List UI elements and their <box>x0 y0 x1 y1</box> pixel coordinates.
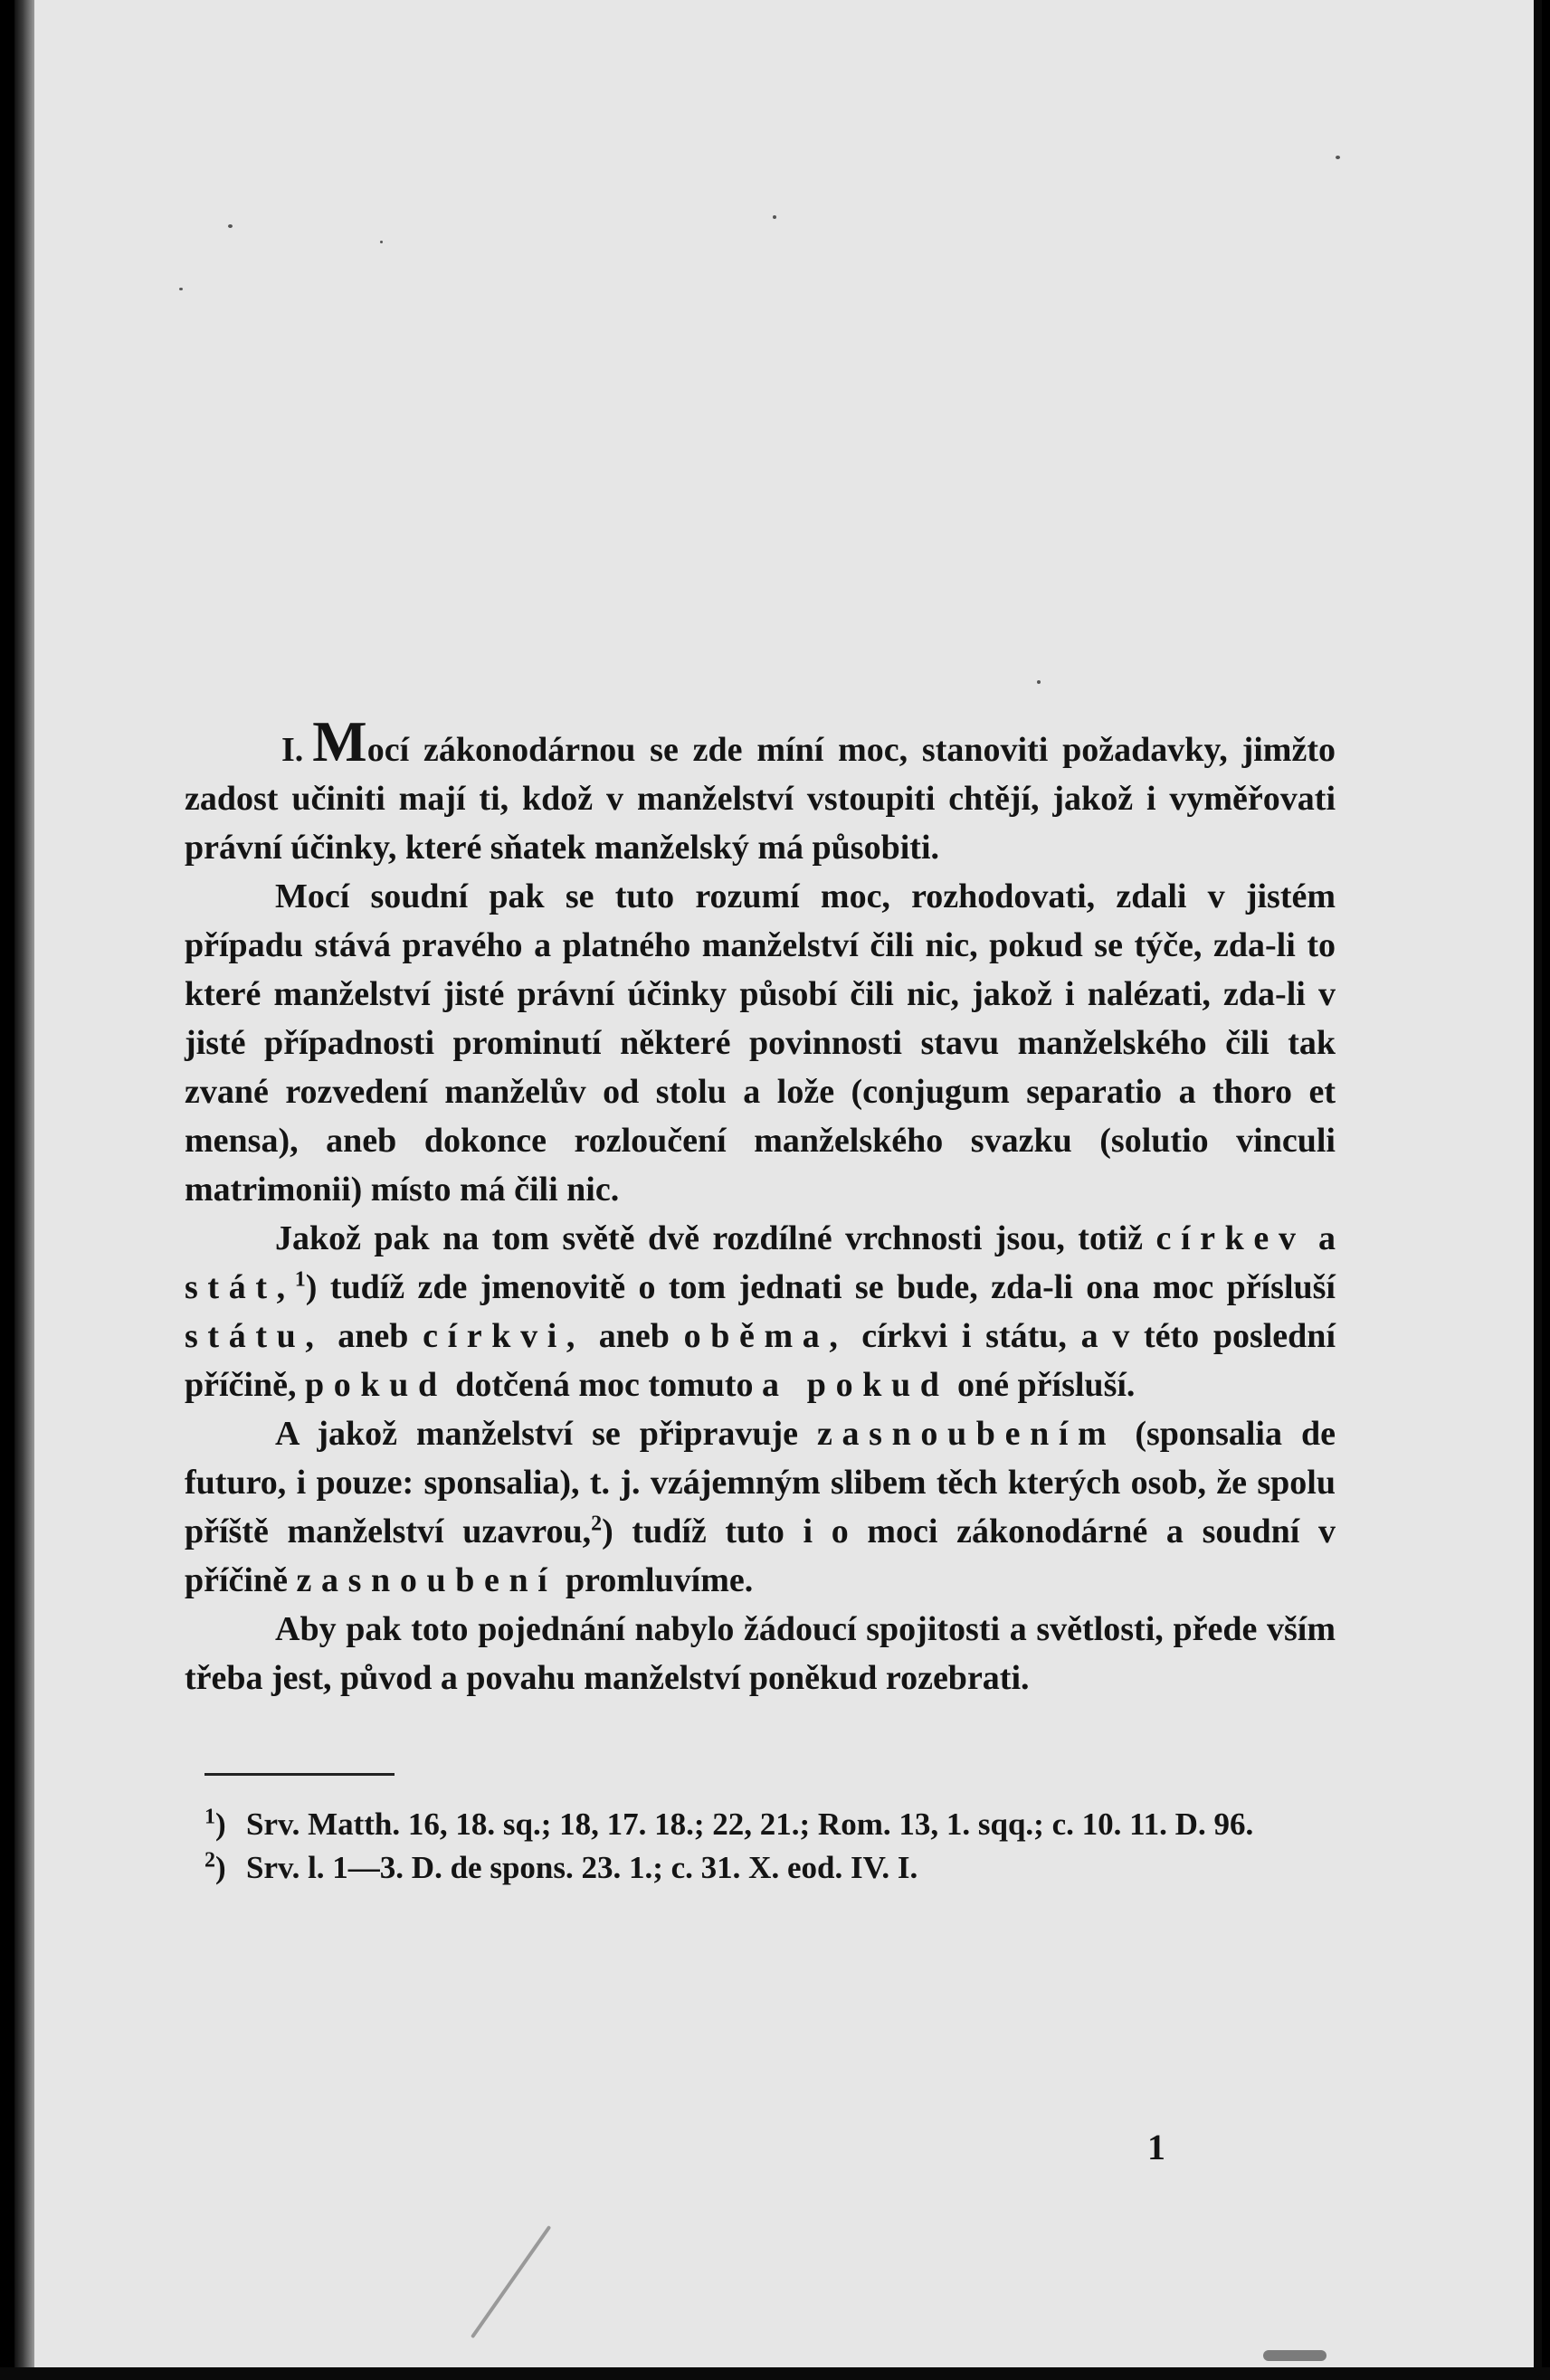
paragraph-1-text: ocí zákonodárnou se zde míní moc, stanoviti požadavky, jimžto zadost učiniti mají ti, kdož v manželství vstoupiti chtějí, jakož i vyměřovati právní účinky, které sňatek manželský má působiti. <box>185 731 1336 867</box>
emphasis-text: zasnoubením <box>817 1415 1117 1453</box>
emphasis-text: církev <box>1155 1219 1306 1257</box>
paragraph-3 <box>185 1214 1336 1409</box>
text-run: promluvíme. <box>566 1561 754 1599</box>
footnote-marker: $^1$) <box>204 1805 226 1842</box>
paragraph-5: Aby pak toto pojednání nabylo žádoucí spojitosti a světlosti, přede vším třeba jest, původ a povahu manželství poněkud rozebrati. <box>185 1610 1336 1697</box>
footnote-divider <box>204 1773 395 1776</box>
dust-speck <box>1336 156 1340 159</box>
footnote-number: 1 <box>204 1805 215 1829</box>
text-run: aneb <box>338 1317 409 1355</box>
text-run: Jakož pak na tom světě dvě rozdílné vrchnosti jsou, totiž <box>275 1219 1144 1257</box>
footnote-marker: $^2$) <box>204 1848 226 1885</box>
dust-speck <box>1037 680 1041 684</box>
footnote-number: 2 <box>204 1848 215 1873</box>
text-run: A jakož manželství se připravuje <box>275 1415 799 1453</box>
footnotes <box>185 1803 1336 1890</box>
emphasis-text: státu, <box>185 1317 324 1355</box>
footnote-text: Srv. Matth. 16, 18. sq.; 18, 17. 18.; 22, 21.; Rom. 13, 1. sqq.; c. 10. 11. D. 96. <box>246 1806 1254 1842</box>
text-run: (sponsalia de futuro, i pouze: sponsalia), t. j. vzájemným slibem těch kterých osob, že spolu příště manželství uzavrou, <box>185 1415 1336 1550</box>
text-run: dotčená moc tomuto <box>455 1366 754 1404</box>
text-run: ) tudíž tuto i o moci zákonodárné a soudní v příčině <box>185 1512 1336 1599</box>
footnote-ref-1: 1 <box>294 1267 306 1292</box>
pencil-scratch <box>471 2225 551 2338</box>
text-run: aneb <box>598 1317 670 1355</box>
text-run: ) tudíž zde jmenovitě o tom jednati se bude, zda-li ona moc přísluší <box>305 1268 1336 1306</box>
book-spine-shadow <box>14 0 34 2380</box>
emphasis-text: církvi, <box>423 1317 585 1355</box>
footnote-ref-2: 2 <box>591 1512 603 1536</box>
ink-smudge <box>1263 2350 1327 2361</box>
emphasis-text: pokud <box>304 1366 447 1404</box>
paragraph-1 <box>185 709 1336 872</box>
dust-speck <box>228 224 233 228</box>
text-run: církvi i státu, a v této poslední příčině, <box>185 1317 1336 1404</box>
page-number: 1 <box>1147 2127 1165 2167</box>
emphasis-text: a pokud <box>762 1366 949 1404</box>
footnote-text: Srv. l. 1—3. D. de spons. 23. 1.; c. 31. X. eod. IV. I. <box>246 1850 918 1885</box>
drop-initial: M <box>312 709 367 773</box>
dust-speck <box>179 288 183 290</box>
footnote-2 <box>204 1846 1336 1890</box>
text-run: a <box>1318 1219 1336 1257</box>
text-run: oné přísluší. <box>957 1366 1136 1404</box>
scanned-page <box>14 0 1542 2380</box>
page-edge-bottom <box>0 2367 1550 2380</box>
paragraph-4 <box>185 1409 1336 1605</box>
footnote-1 <box>204 1803 1336 1846</box>
emphasis-text: stát, <box>185 1268 295 1306</box>
paragraph-2: Mocí soudní pak se tuto rozumí moc, rozhodovati, zdali v jistém případu stává pravého a platného manželství čili nic, pokud se týče, zda-li to které manželství jisté právní účinky působí čili nic, jakož i nalézati, zda-li v jisté případnosti prominutí některé povinnosti stavu manželského čili tak zvané rozvedení manželův od stolu a lože (conjugum separatio a thoro et mensa), aneb dokonce rozloučení manželského svazku (solutio vinculi matrimonii) místo má čili nic. <box>185 877 1336 1209</box>
emphasis-text: zasnoubení <box>296 1561 557 1599</box>
section-number: I. <box>281 731 304 769</box>
dust-speck <box>380 241 383 243</box>
page-edge-right <box>1534 0 1542 2380</box>
page-body <box>185 709 1336 1890</box>
emphasis-text: oběma, <box>683 1317 848 1355</box>
dust-speck <box>773 215 776 219</box>
